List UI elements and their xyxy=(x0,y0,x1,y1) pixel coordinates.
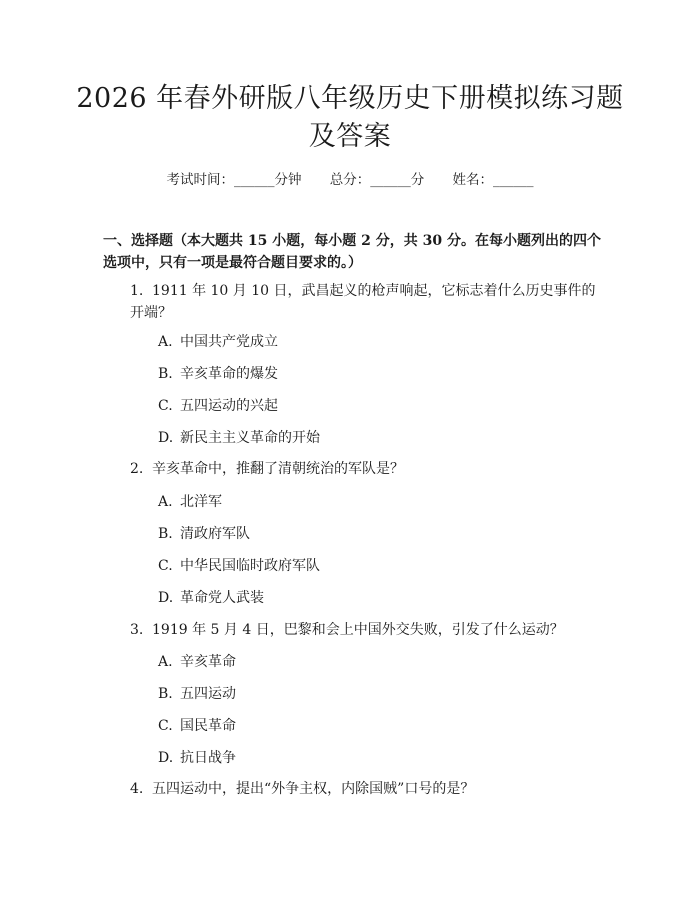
question-2 xyxy=(130,458,600,480)
question-text: 辛亥革命中，推翻了清朝统治的军队是？ xyxy=(152,461,404,477)
option-text: 中华民国临时政府军队 xyxy=(180,558,320,574)
option-letter: A. xyxy=(158,494,173,510)
question-2-option-a xyxy=(158,492,222,512)
option-letter: A. xyxy=(158,334,173,350)
question-2-option-d xyxy=(158,588,264,608)
option-letter: D. xyxy=(158,750,174,766)
question-3-option-a xyxy=(158,652,236,672)
question-3-option-c xyxy=(158,716,236,736)
question-number: 4. xyxy=(130,781,144,797)
option-letter: C. xyxy=(158,718,173,734)
option-text: 中国共产党成立 xyxy=(180,334,278,350)
option-text: 革命党人武装 xyxy=(180,590,264,606)
question-3-option-b xyxy=(158,684,236,704)
option-text: 五四运动 xyxy=(180,686,236,702)
question-1-option-d xyxy=(158,428,320,448)
question-text: 五四运动中，提出“外争主权，内除国贼”口号的是？ xyxy=(152,781,475,797)
question-text: 1911 年 10 月 10 日，武昌起义的枪声响起，它标志着什么历史事件的开端？ xyxy=(130,283,596,321)
question-4 xyxy=(130,778,600,800)
option-letter: C. xyxy=(158,558,173,574)
option-letter: C. xyxy=(158,398,173,414)
student-name-field: 姓名：______ xyxy=(452,172,534,188)
total-score-field: 总分：______分 xyxy=(329,172,425,188)
option-text: 抗日战争 xyxy=(180,750,236,766)
option-letter: B. xyxy=(158,526,173,542)
exam-time-field: 考试时间：______分钟 xyxy=(166,172,302,188)
option-letter: B. xyxy=(158,366,173,382)
option-text: 清政府军队 xyxy=(180,526,250,542)
option-letter: B. xyxy=(158,686,173,702)
option-text: 北洋军 xyxy=(180,494,222,510)
option-text: 辛亥革命的爆发 xyxy=(180,366,278,382)
question-2-option-b xyxy=(158,524,250,544)
document-title: 2026 年春外研版八年级历史下册模拟练习题及答案 xyxy=(76,83,624,152)
question-number: 2. xyxy=(130,461,144,477)
question-1 xyxy=(130,280,600,324)
option-letter: A. xyxy=(158,654,173,670)
question-3 xyxy=(130,619,600,641)
exam-info-line xyxy=(0,168,700,188)
section-heading: 一、选择题（本大题共 15 小题，每小题 2 分，共 30 分。在每小题列出的四个选项中，只有一项是最符合题目要求的。） xyxy=(103,233,601,271)
question-number: 1. xyxy=(130,283,144,299)
question-1-option-b xyxy=(158,364,278,384)
question-3-option-d xyxy=(158,748,236,768)
option-text: 五四运动的兴起 xyxy=(180,398,278,414)
option-text: 辛亥革命 xyxy=(180,654,236,670)
question-1-option-c xyxy=(158,396,278,416)
question-1-option-a xyxy=(158,332,278,352)
question-number: 3. xyxy=(130,622,144,638)
option-letter: D. xyxy=(158,590,174,606)
option-text: 新民主主义革命的开始 xyxy=(180,430,320,446)
question-2-option-c xyxy=(158,556,320,576)
option-text: 国民革命 xyxy=(180,718,236,734)
question-text: 1919 年 5 月 4 日，巴黎和会上中国外交失败，引发了什么运动？ xyxy=(152,622,564,638)
option-letter: D. xyxy=(158,430,174,446)
